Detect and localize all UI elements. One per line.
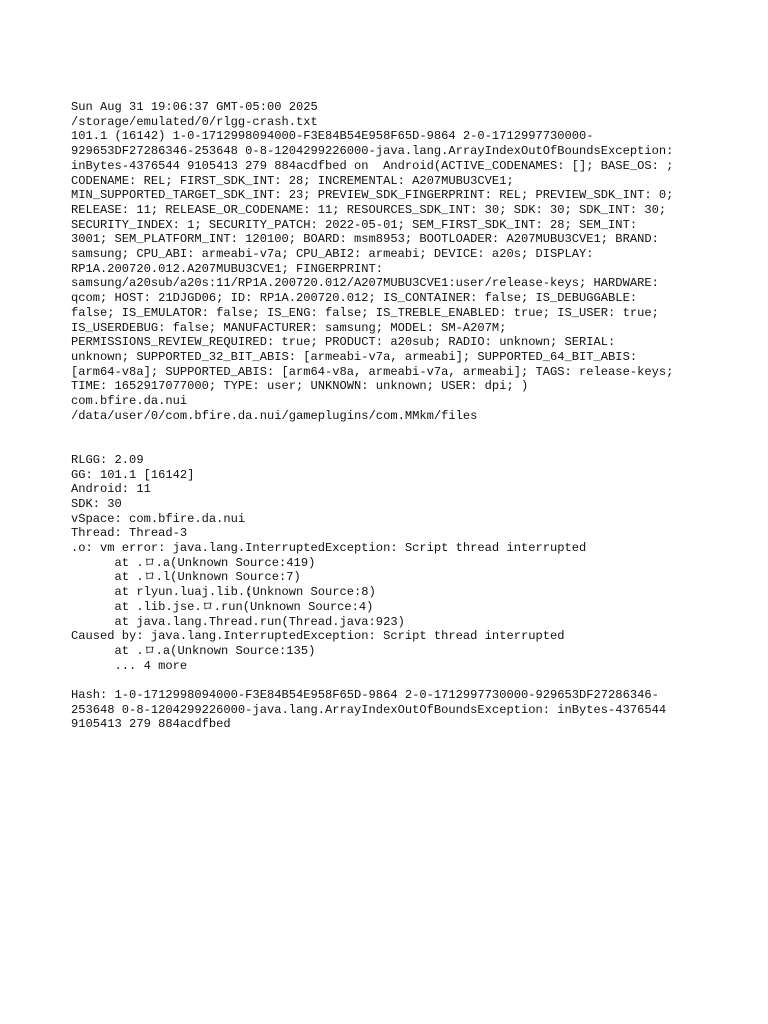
stack-frame: at .ロ.a(Unknown Source:419) [71, 555, 316, 570]
data-path: /data/user/0/com.bfire.da.nui/gameplugins/com.MMkm/files [71, 408, 478, 423]
build-summary-line: 101.1 (16142) 1-0-1712998094000-F3E84B54E958F65D-9864 2-0-1712997730000- [71, 129, 594, 144]
build-summary-line: samsung; CPU_ABI: armeabi-v7a; CPU_ABI2: armeabi; DEVICE: a20s; DISPLAY: [71, 247, 594, 262]
build-summary-line: unknown; SUPPORTED_32_BIT_ABIS: [armeabi-v7a, armeabi]; SUPPORTED_64_BIT_ABIS: [71, 349, 638, 364]
hash-line: 9105413 279 884acdfbed [71, 717, 231, 732]
build-summary-line: inBytes-4376544 9105413 279 884acdfbed on Android(ACTIVE_CODENAMES: []; BASE_OS: ; [71, 158, 674, 173]
caused-by-message: Caused by: java.lang.InterruptedException: Script thread interrupted [71, 629, 565, 644]
stack-frame: at .ロ.a(Unknown Source:135) [71, 643, 316, 658]
hash-line: 253648 0-8-1204299226000-java.lang.ArrayIndexOutOfBoundsException: inBytes-4376544 [71, 702, 667, 717]
build-summary-line: samsung/a20sub/a20s:11/RP1A.200720.012/A207MUBU3CVE1:user/release-keys; HARDWARE: [71, 276, 659, 291]
environment-info-block [71, 453, 721, 541]
sdk-version: SDK: 30 [71, 496, 122, 511]
spacer [71, 673, 721, 688]
build-summary-line: IS_USERDEBUG: false; MANUFACTURER: samsung; MODEL: SM-A207M; [71, 320, 507, 335]
build-summary-line: qcom; HOST: 21DJGD06; ID: RP1A.200720.012; IS_CONTAINER: false; IS_DEBUGGABLE: [71, 291, 638, 306]
build-summary-line: RELEASE: 11; RELEASE_OR_CODENAME: 11; RESOURCES_SDK_INT: 30; SDK: 30; SDK_INT: 30; [71, 202, 667, 217]
android-version: Android: 11 [71, 482, 151, 497]
build-summary-block [71, 129, 721, 394]
thread-name: Thread: Thread-3 [71, 526, 188, 541]
hash-block [71, 688, 721, 732]
spacer [71, 423, 721, 438]
error-message: .o: vm error: java.lang.InterruptedException: Script thread interrupted [71, 541, 587, 556]
build-summary-line: [arm64-v8a]; SUPPORTED_ABIS: [arm64-v8a, armeabi-v7a, armeabi]; TAGS: release-keys; [71, 364, 674, 379]
gg-version: GG: 101.1 [16142] [71, 467, 195, 482]
stack-frame: at java.lang.Thread.run(Thread.java:923) [71, 614, 405, 629]
spacer [71, 438, 721, 453]
package-name: com.bfire.da.nui [71, 394, 188, 409]
build-summary-line: SECURITY_INDEX: 1; SECURITY_PATCH: 2022-05-01; SEM_FIRST_SDK_INT: 28; SEM_INT: [71, 217, 638, 232]
log-timestamp: Sun Aug 31 19:06:37 GMT-05:00 2025 [71, 100, 318, 114]
build-summary-line: RP1A.200720.012.A207MUBU3CVE1; FINGERPRINT: [71, 261, 384, 276]
build-summary-line: 929653DF27286346-253648 0-8-1204299226000-java.lang.ArrayIndexOutOfBoundsException: [71, 144, 674, 159]
build-summary-line: PERMISSIONS_REVIEW_REQUIRED: true; PRODUCT: a20sub; RADIO: unknown; SERIAL: [71, 335, 616, 350]
crash-log-document [71, 100, 721, 732]
build-summary-line: 3001; SEM_PLATFORM_INT: 120100; BOARD: msm8953; BOOTLOADER: A207MUBU3CVE1; BRAND: [71, 232, 659, 247]
rlgg-version: RLGG: 2.09 [71, 452, 144, 467]
stack-frame-more: ... 4 more [71, 658, 188, 673]
hash-line: Hash: 1-0-1712998094000-F3E84B54E958F65D-9864 2-0-1712997730000-929653DF27286346- [71, 688, 659, 703]
stacktrace-block [71, 541, 721, 673]
stack-frame: at .ロ.l(Unknown Source:7) [71, 570, 301, 585]
log-file-path: /storage/emulated/0/rlgg-crash.txt [71, 114, 318, 129]
build-summary-line: false; IS_EMULATOR: false; IS_ENG: false; IS_TREBLE_ENABLED: true; IS_USER: true; [71, 305, 659, 320]
stack-frame: at .lib.jse.ロ.run(Unknown Source:4) [71, 599, 374, 614]
build-summary-line: MIN_SUPPORTED_TARGET_SDK_INT: 23; PREVIEW_SDK_FINGERPRINT: REL; PREVIEW_SDK_INT: 0; [71, 188, 674, 203]
vspace-package: vSpace: com.bfire.da.nui [71, 511, 246, 526]
build-summary-line: TIME: 1652917077000; TYPE: user; UNKNOWN: unknown; USER: dpi; ) [71, 379, 529, 394]
stack-frame: at rlyun.luaj.lib.׃(Unknown Source:8) [114, 585, 376, 600]
build-summary-line: CODENAME: REL; FIRST_SDK_INT: 28; INCREMENTAL: A207MUBU3CVE1; [71, 173, 514, 188]
